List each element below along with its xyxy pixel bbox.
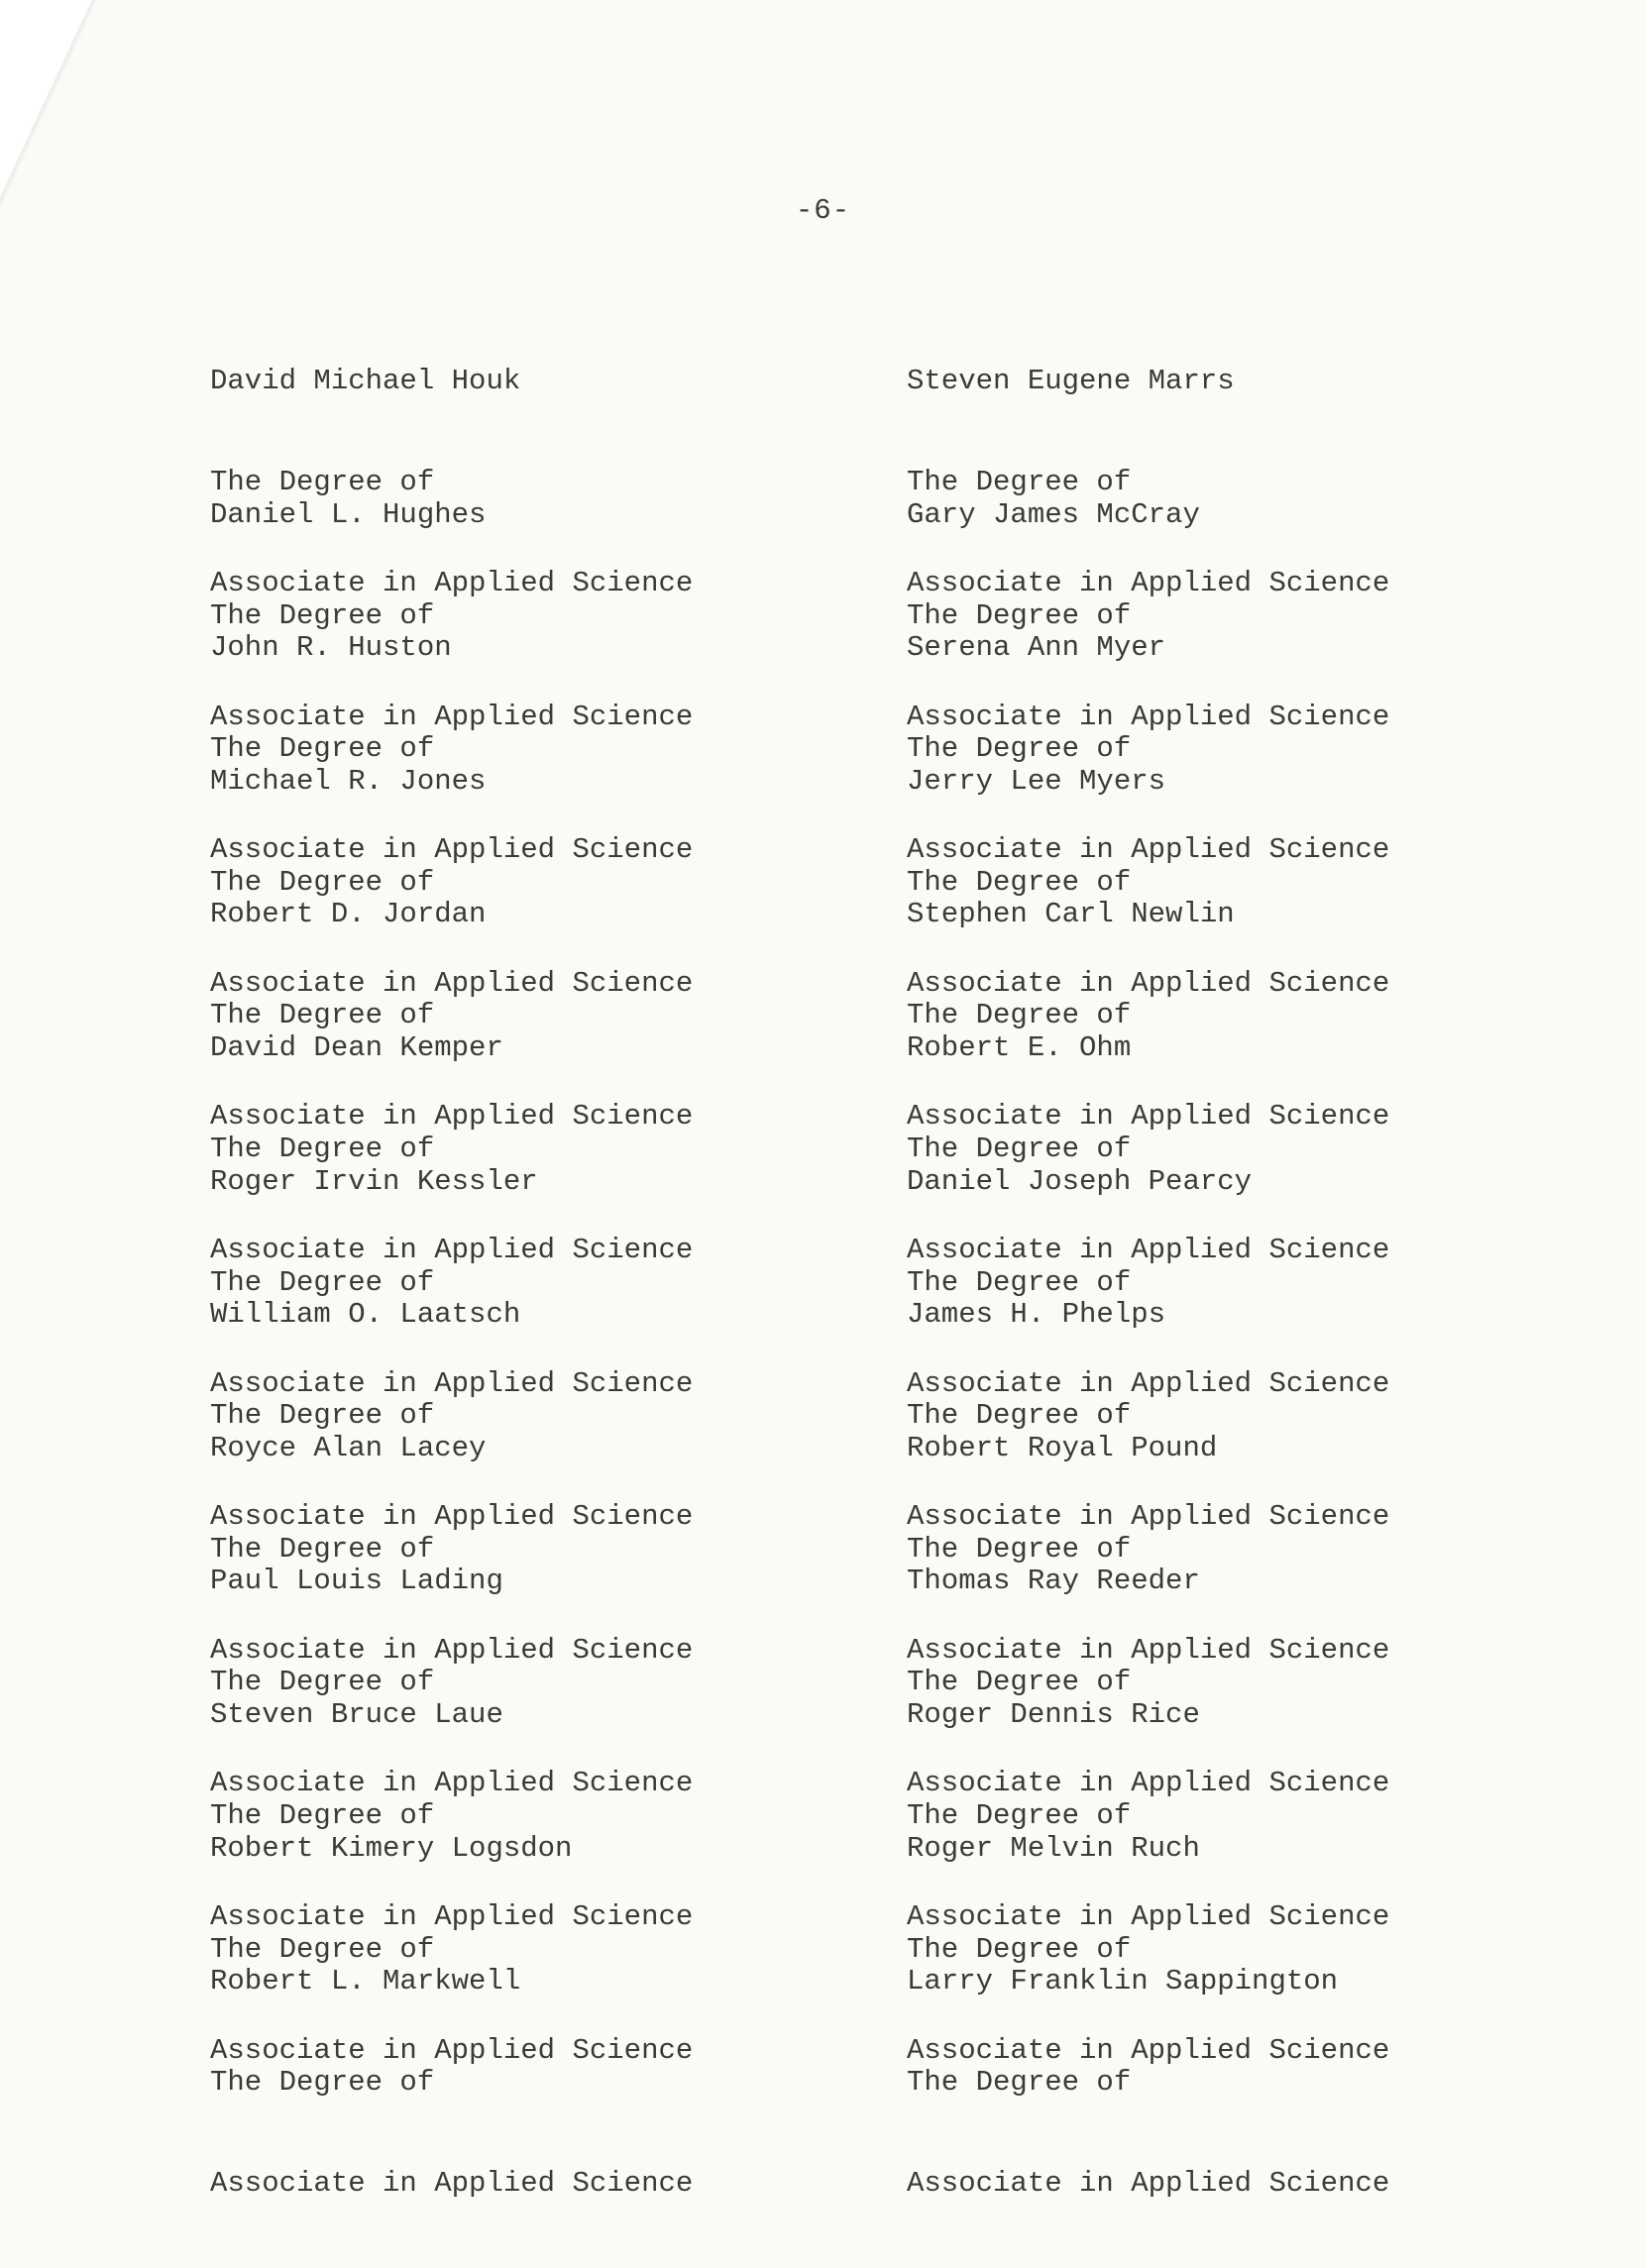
degree-line: The Degree of xyxy=(907,1132,1132,1165)
graduate-name: Larry Franklin Sappington xyxy=(907,1965,1339,1998)
degree-line: The Degree of xyxy=(210,466,435,498)
degree-line: The Degree of xyxy=(210,2066,435,2100)
degree-title: Associate in Applied Science xyxy=(907,833,1390,867)
degree-title: Associate in Applied Science xyxy=(907,1500,1390,1534)
graduate-name: Royce Alan Lacey xyxy=(210,1431,487,1464)
degree-title: Associate in Applied Science xyxy=(210,1899,694,1933)
graduate-name: Daniel L. Hughes xyxy=(210,497,487,531)
graduate-name: John R. Huston xyxy=(210,631,452,665)
graduate-name: Robert Royal Pound xyxy=(907,1431,1218,1464)
graduate-name: Roger Irvin Kessler xyxy=(210,1164,538,1198)
degree-line: The Degree of xyxy=(210,1132,435,1165)
degree-line: The Degree of xyxy=(907,1932,1132,1966)
graduate-name: David Michael Houk xyxy=(210,365,521,397)
graduate-name: Steven Bruce Laue xyxy=(210,1697,503,1731)
graduate-name: Thomas Ray Reeder xyxy=(907,1565,1200,1598)
degree-title: Associate in Applied Science xyxy=(907,567,1390,599)
degree-line: The Degree of xyxy=(907,1666,1132,1699)
graduate-name: Robert L. Markwell xyxy=(210,1965,521,1998)
degree-title: Associate in Applied Science xyxy=(210,567,694,599)
degree-title: Associate in Applied Science xyxy=(907,2033,1390,2067)
graduate-name: Steven Eugene Marrs xyxy=(907,365,1235,397)
graduate-name: Gary James McCray xyxy=(907,497,1200,531)
degree-title: Associate in Applied Science xyxy=(907,700,1390,733)
degree-line: The Degree of xyxy=(210,1666,435,1699)
graduate-name: William O. Laatsch xyxy=(210,1298,521,1332)
graduate-name: Jerry Lee Myers xyxy=(907,764,1166,798)
graduate-name: Robert E. Ohm xyxy=(907,1030,1132,1064)
degree-line: The Degree of xyxy=(210,1532,435,1566)
graduate-name: James H. Phelps xyxy=(907,1298,1166,1332)
degree-title: Associate in Applied Science xyxy=(210,833,694,867)
graduate-name: Michael R. Jones xyxy=(210,764,487,798)
degree-line: The Degree of xyxy=(907,732,1132,766)
degree-line: The Degree of xyxy=(907,865,1132,899)
page-number: -6- xyxy=(795,194,851,227)
left-column xyxy=(210,297,904,2201)
graduate-name: Serena Ann Myer xyxy=(907,631,1166,665)
degree-line: The Degree of xyxy=(210,1399,435,1433)
degree-line: The Degree of xyxy=(210,598,435,632)
degree-title: Associate in Applied Science xyxy=(210,1633,694,1667)
graduate-name: Robert Kimery Logsdon xyxy=(210,1831,573,1865)
degree-line: The Degree of xyxy=(907,2066,1132,2100)
degree-title: Associate in Applied Science xyxy=(907,1899,1390,1933)
degree-line: The Degree of xyxy=(907,1265,1132,1299)
degree-line: The Degree of xyxy=(907,1532,1132,1566)
degree-line: The Degree of xyxy=(210,1265,435,1299)
degree-title: Associate in Applied Science xyxy=(210,2167,694,2201)
degree-line: The Degree of xyxy=(210,865,435,899)
degree-title: Associate in Applied Science xyxy=(210,966,694,1000)
degree-title: Associate in Applied Science xyxy=(210,1767,694,1800)
degree-line: The Degree of xyxy=(210,1798,435,1832)
graduate-name: Stephen Carl Newlin xyxy=(907,898,1235,931)
degree-line: The Degree of xyxy=(907,466,1132,498)
degree-line: The Degree of xyxy=(210,999,435,1032)
degree-title: Associate in Applied Science xyxy=(210,700,694,733)
right-column xyxy=(907,297,1600,2201)
degree-line: The Degree of xyxy=(210,732,435,766)
degree-line: The Degree of xyxy=(907,999,1132,1032)
degree-title: Associate in Applied Science xyxy=(210,1100,694,1134)
degree-title: Associate in Applied Science xyxy=(907,2167,1390,2201)
graduate-name: Roger Dennis Rice xyxy=(907,1697,1200,1731)
degree-line: The Degree of xyxy=(907,1798,1132,1832)
degree-title: Associate in Applied Science xyxy=(210,1233,694,1266)
degree-title: Associate in Applied Science xyxy=(907,1366,1390,1400)
graduate-name: Daniel Joseph Pearcy xyxy=(907,1164,1253,1198)
degree-title: Associate in Applied Science xyxy=(210,1500,694,1534)
degree-title: Associate in Applied Science xyxy=(210,1366,694,1400)
degree-title: Associate in Applied Science xyxy=(907,1633,1390,1667)
graduate-name: Robert D. Jordan xyxy=(210,898,487,931)
degree-title: Associate in Applied Science xyxy=(907,966,1390,1000)
degree-line: The Degree of xyxy=(907,1399,1132,1433)
degree-title: Associate in Applied Science xyxy=(907,1100,1390,1134)
degree-line: The Degree of xyxy=(210,1932,435,1966)
degree-title: Associate in Applied Science xyxy=(210,2033,694,2067)
graduate-name: Paul Louis Lading xyxy=(210,1565,503,1598)
degree-title: Associate in Applied Science xyxy=(907,1767,1390,1800)
graduate-name: David Dean Kemper xyxy=(210,1030,503,1064)
degree-title: Associate in Applied Science xyxy=(907,1233,1390,1266)
graduate-name: Roger Melvin Ruch xyxy=(907,1831,1200,1865)
degree-line: The Degree of xyxy=(907,598,1132,632)
